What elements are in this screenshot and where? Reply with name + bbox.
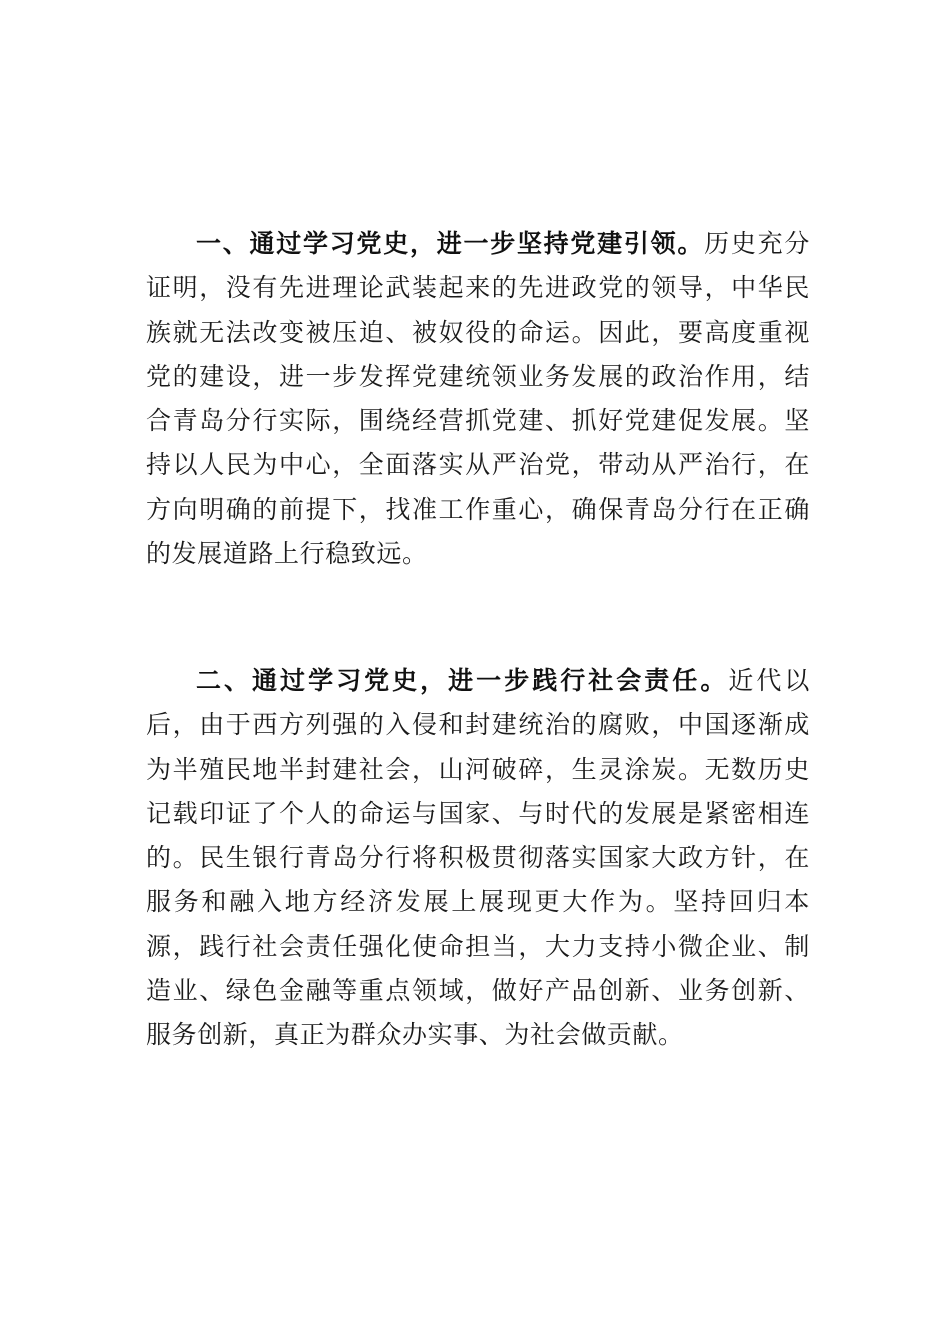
section-body-2: 近代以后，由于西方列强的入侵和封建统治的腐败，中国逐渐成为半殖民地半封建社会，山河破碎，生灵涂炭。无数历史记载印证了个人的命运与国家、与时代的发展是紧密相连的。民生银行青岛分行将积极贯彻落实国家大政方针，在服务和融入地方经济发展上展现更大作为。坚持回归本源，践行社会责任强化使命担当，大力支持小微企业、制造业、绿色金融等重点领域，做好产品创新、业务创新、服务创新，真正为群众办实事、为社会做贡献。 — [146, 666, 810, 1050]
section-heading-2: 二、通过学习党史，进一步践行社会责任。 — [196, 666, 729, 695]
section-heading-1: 一、通过学习党史，进一步坚持党建引领。 — [196, 229, 705, 258]
section-paragraph-1 — [146, 222, 810, 576]
section-body-1: 历史充分证明，没有先进理论武装起来的先进政党的领导，中华民族就无法改变被压迫、被奴役的命运。因此，要高度重视党的建设，进一步发挥党建统领业务发展的政治作用，结合青岛分行实际，围绕经营抓党建、抓好党建促发展。坚持以人民为中心，全面落实从严治党，带动从严治行，在方向明确的前提下，找准工作重心，确保青岛分行在正确的发展道路上行稳致远。 — [146, 229, 810, 569]
section-paragraph-2 — [146, 659, 810, 1058]
